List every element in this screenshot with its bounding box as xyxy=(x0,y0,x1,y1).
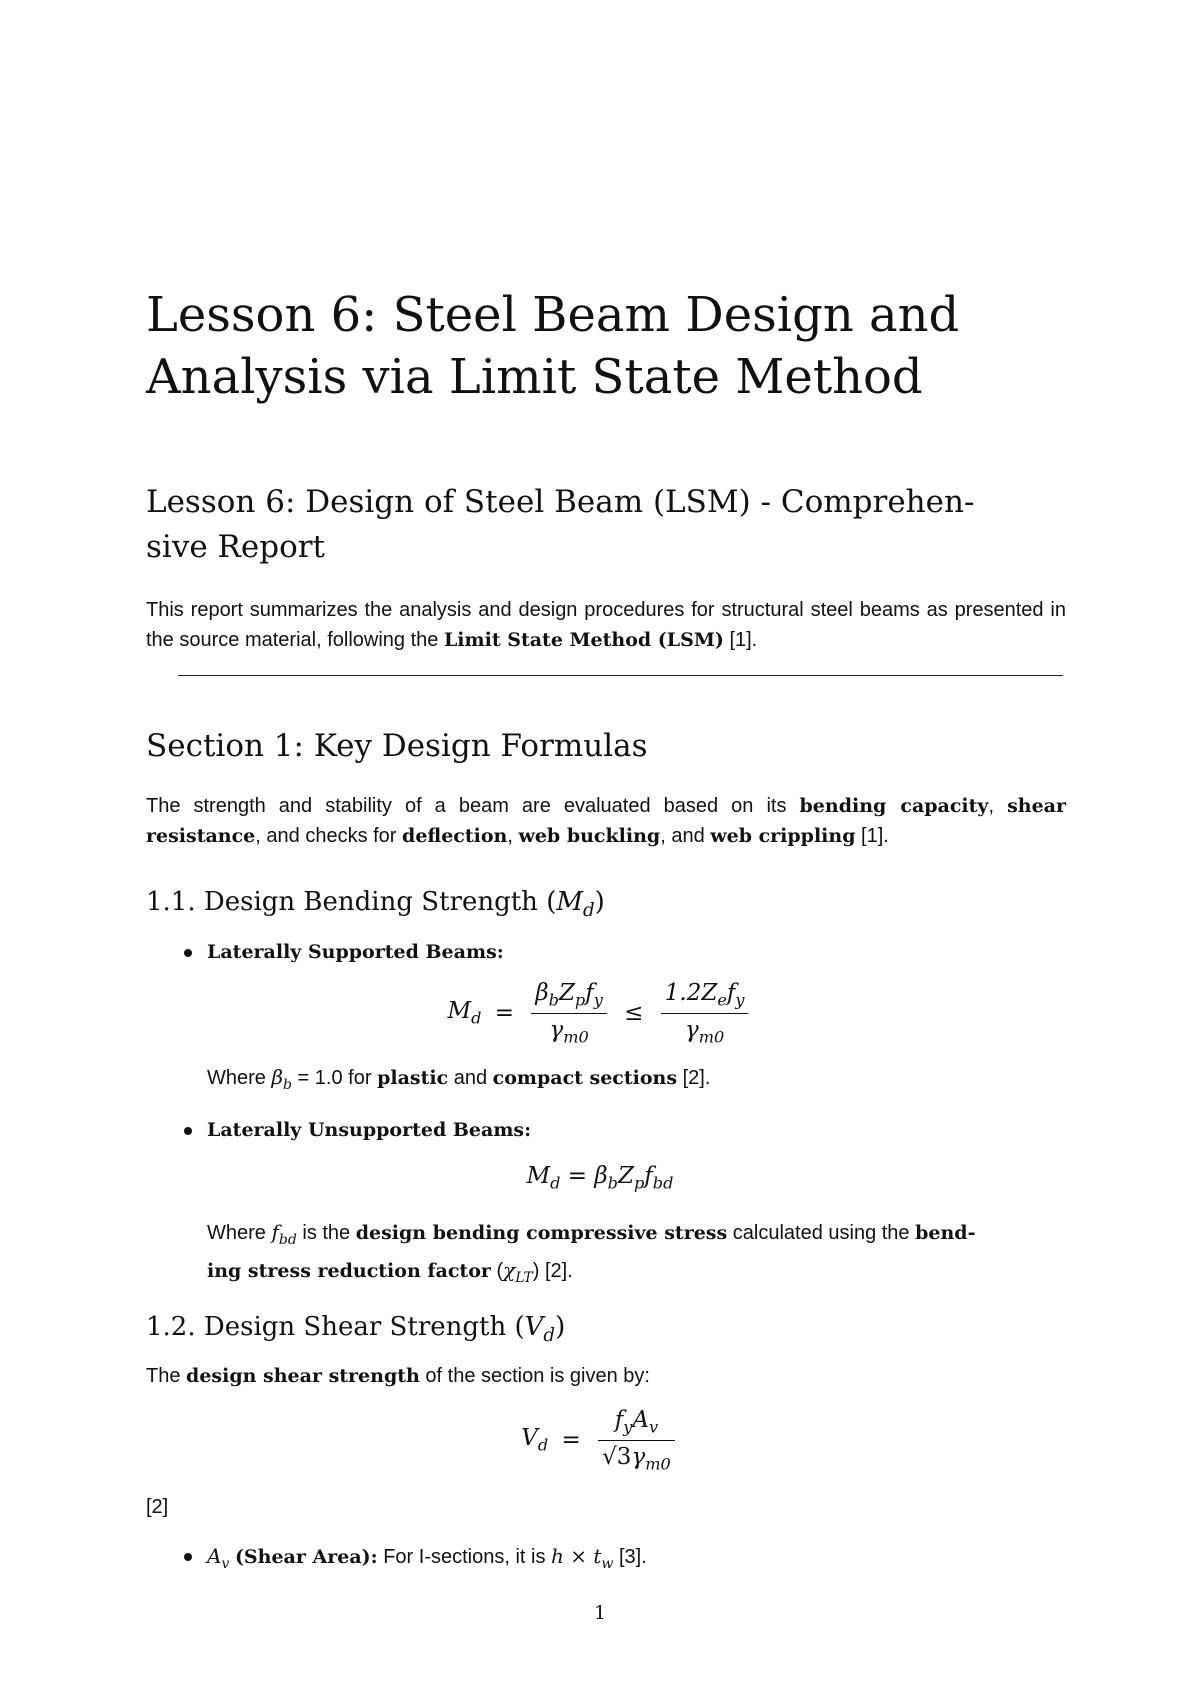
intro-paragraph: This report summarizes the analysis and design procedures for structural steel beams as presented in the source material, following the Limit State Method (LSM) [1]. xyxy=(146,599,1066,651)
subtitle-line-1: Lesson 6: Design of Steel Beam (LSM) - Comprehen- xyxy=(146,484,975,520)
where-fbd-note: Where $f_{bd}$ is the design bending compressive stress calculated using the bend- ing stress reduction factor $(\chi_{LT})$ [2]. xyxy=(207,1220,976,1286)
horizontal-rule xyxy=(178,675,1063,676)
document-title xyxy=(146,284,1076,408)
subsection-1-2-heading: 1.2. Design Shear Strength $(V_d)$ xyxy=(146,1312,566,1347)
report-subtitle xyxy=(146,480,1066,570)
bullet-laterally-supported: Laterally Supported Beams: xyxy=(207,941,504,963)
subtitle-line-2: sive Report xyxy=(146,529,326,565)
section-1-paragraph: The strength and stability of a beam are evaluated based on its bending capacity, shear resistance, and checks for deflection, web buckling, and web crippling [1]. xyxy=(146,795,1066,847)
bullet-icon xyxy=(184,1553,192,1561)
bullet-icon xyxy=(184,949,192,957)
bending-strength-formula-supported: $M_d$ = $\frac{\beta_bZ_pf_y}{\gamma_{m0}}$ ≤ $\frac{1.2Z_ef_y}{\gamma_{m0}}$ xyxy=(0,980,1200,1046)
shear-strength-paragraph: The design shear strength of the section is given by: xyxy=(146,1365,650,1387)
page-number: 1 xyxy=(593,1602,607,1624)
fraction: $\frac{\beta_bZ_pf_y}{\gamma_{m0}}$ xyxy=(531,980,607,1046)
bullet-icon xyxy=(184,1127,192,1135)
title-line-1: Lesson 6: Steel Beam Design and xyxy=(146,287,960,343)
where-beta-b-note: Where $\beta_b = 1.0$ for plastic and compact sections [2]. xyxy=(207,1065,711,1093)
title-line-2: Analysis via Limit State Method xyxy=(146,349,923,405)
bending-strength-formula-unsupported: $M_d = \beta_bZ_pf_{bd}$ xyxy=(526,1163,674,1193)
subsection-1-1-heading: 1.1. Design Bending Strength $(M_d)$ xyxy=(146,887,605,922)
fraction: $\frac{f_yA_v}{√3\gamma_{m0}}$ xyxy=(598,1407,675,1473)
shear-strength-formula: $V_d$ = $\frac{f_yA_v}{√3\gamma_{m0}}$ xyxy=(0,1407,1200,1473)
bullet-laterally-unsupported: Laterally Unsupported Beams: xyxy=(207,1119,532,1141)
fraction: $\frac{1.2Z_ef_y}{\gamma_{m0}}$ xyxy=(661,980,749,1046)
section-1-heading: Section 1: Key Design Formulas xyxy=(146,728,648,764)
bullet-shear-area: $A_v$ (Shear Area): For I-sections, it is $h \times t_w$ [3]. xyxy=(207,1544,647,1572)
reference-2: [2] xyxy=(146,1496,169,1518)
